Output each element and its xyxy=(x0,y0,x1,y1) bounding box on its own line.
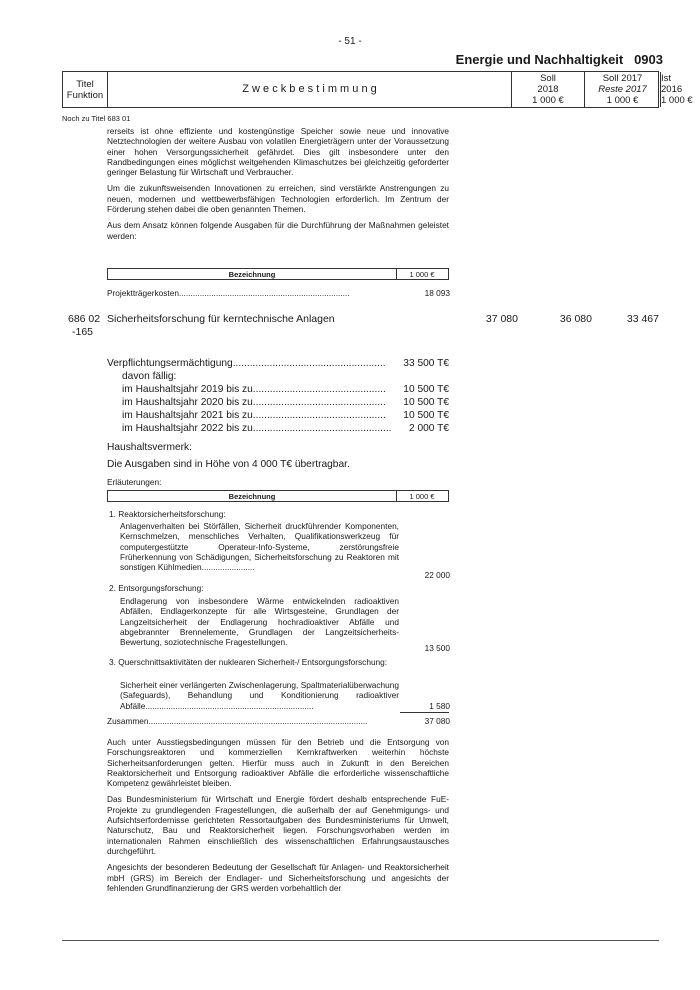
costs-col-unit: 1 000 € xyxy=(409,270,435,279)
erl-item-value: 22 000 xyxy=(424,570,450,580)
chapter-title: Energie und Nachhaltigkeit 0903 xyxy=(455,52,663,67)
closing-text xyxy=(107,737,449,899)
vermerk-text: Die Ausgaben sind in Höhe von 4 000 T€ übertragbar. xyxy=(107,459,350,470)
page-number: - 51 - xyxy=(338,36,362,47)
ve-year-label: im Haushaltsjahr 2019 bis zu............................................... xyxy=(122,384,386,395)
erl-item-title: 1. Reaktorsicherheitsforschung: xyxy=(109,509,226,519)
title-ist-2016: 33 467 xyxy=(626,313,659,325)
ve-year-value: 10 500 T€ xyxy=(403,410,449,421)
title-soll-2018: 37 080 xyxy=(485,313,518,325)
erl-total-label: Zusammen............................................................................................... xyxy=(107,716,368,726)
vermerk-heading: Haushaltsvermerk: xyxy=(107,442,192,453)
header-reste-2017-label: Reste 2017 xyxy=(598,84,647,95)
erl-total-value: 37 080 xyxy=(424,716,450,726)
costs-row-value: 18 093 xyxy=(424,288,450,298)
erl-col-unit: 1 000 € xyxy=(409,492,435,501)
erl-item-body: Anlagenverhalten bei Störfällen, Sicherheit druckführender Komponenten, Kernschmelzen, menschliches Verhalten, Qualifikationswerkzeug für computergestützte Operateur-Info-Systeme, zerstörungsfreie Früherkennung von Schädigungen, Sicherheitsforschung zu Reaktoren mit sonstigen Kühlmedien....................... xyxy=(120,521,399,573)
ve-year-value: 10 500 T€ xyxy=(403,384,449,395)
costs-table-header xyxy=(107,268,449,280)
header-titel-funktion: Titel Funktion xyxy=(63,72,108,107)
ve-label: Verpflichtungsermächtigung...................................................... xyxy=(107,358,386,369)
erl-item-value: 13 500 xyxy=(424,643,450,653)
ve-faellig: davon fällig: xyxy=(122,371,177,382)
ve-year-value: 2 000 T€ xyxy=(408,423,449,434)
footer-rule xyxy=(62,940,659,941)
erl-table-header xyxy=(107,490,449,502)
erl-item-body: Sicherheit einer verlängerten Zwischenlagerung, Spaltmaterialüberwachung (Safeguards), Behandlung und Konditionierung radioaktiver Abfälle......................................................................... xyxy=(120,680,399,711)
header-soll-2017-label: Soll 2017 xyxy=(602,73,643,84)
header-zweckbestimmung: Z w e c k b e s t i m m u n g xyxy=(108,72,512,107)
title-number: 686 02 xyxy=(68,313,101,325)
erl-col-bezeichnung: Bezeichnung xyxy=(108,491,397,501)
erl-item-body: Endlagerung von insbesondere Wärme entwickelnden radioaktiven Abfällen, Endlagerkonzepte für alle Wirtsgesteine, Grundlagen der Langzeitsicherheit der Endlagerung hochradioaktiver Abfälle und abgebrannter Brennelemente, Grundlagen der Langzeitsicherheits-Bewertung, soziotechnische Fragestellungen. xyxy=(120,596,399,648)
intro-paragraph: rerseits ist ohne effiziente und kostengünstige Speicher sowie neue und innovative Netztechnologien der weitere Ausbau von volatilen Energieträgern unter der Voraussetzung einer hohen Versorgungssicherheit gefährdet. Dies gilt insbesondere unter den Randbedingungen eines möglichst weitgehenden Klimaschutzes bei gleichzeitig geforderter geringer Belastung für Wirtschaft und Verbraucher. xyxy=(107,126,449,178)
header-soll-2018: Soll 2018 1 000 € xyxy=(512,72,585,107)
header-soll-2017-unit: 1 000 € xyxy=(606,95,639,106)
closing-paragraph: Angesichts der besonderen Bedeutung der Gesellschaft für Anlagen- und Reaktorsicherheit mbH (GRS) im Bereich der Endlager- und Sicherheitsforschung und angesichts der fehlenden Grundfinanzierung der GRS werden vorbehaltlich der xyxy=(107,862,449,893)
header-soll-2017 xyxy=(585,72,661,107)
erl-item-title: 3. Querschnittsaktivitäten der nuklearen Sicherheit-/ Entsorgungsforschung: xyxy=(109,657,388,667)
ve-year-label: im Haushaltsjahr 2022 bis zu................................................. xyxy=(122,423,392,434)
continuation-note: Noch zu Titel 683 01 xyxy=(62,114,131,123)
intro-paragraph: Aus dem Ansatz können folgende Ausgaben für die Durchführung der Maßnahmen geleistet werden: xyxy=(107,220,449,241)
column-header: Titel Funktion Z w e c k b e s t i m m u n g Soll 2018 1 000 € Soll 2017 Reste 2017 1 000 € Ist 2016 1 000 € xyxy=(62,71,659,108)
costs-col-bezeichnung: Bezeichnung xyxy=(108,269,397,279)
ve-year-value: 10 500 T€ xyxy=(403,397,449,408)
closing-paragraph: Auch unter Ausstiegsbedingungen müssen für den Betrieb und die Entsorgung von Forschungsreaktoren und kommerziellen Kernkraftwerken weiterhin höchste Sicherheitsanforderungen gelten. Hierfür muss auch in Zukunft in den Bereichen Reaktorsicherheit und Entsorgung radioaktiver Abfälle die erforderliche wissenschaftliche Kompetenz gewährleistet bleiben. xyxy=(107,737,449,789)
erl-item-value: 1 580 xyxy=(429,701,450,711)
intro-paragraph: Um die zukunftsweisenden Innovationen zu erreichen, sind verstärkte Anstrengungen zu neuen, modernen und wettbewerbsfähigen Technologien erforderlich. Im Zentrum der Förderung stehen dabei die oben genannten Themen. xyxy=(107,183,449,215)
erl-item-title: 2. Entsorgungsforschung: xyxy=(109,583,204,593)
erl-heading: Erläuterungen: xyxy=(107,477,162,487)
costs-row-label: Projektträgerkosten.......................................................................... xyxy=(107,288,350,298)
ve-year-label: im Haushaltsjahr 2020 bis zu............................................... xyxy=(122,397,386,408)
closing-paragraph: Das Bundesministerium für Wirtschaft und Energie fördert deshalb entsprechende FuE-Projekte zu grundlegenden Fragestellungen, die außerhalb der auf Genehmigungs- und Aufsichtserfordernisse gerichteten Ressortaufgaben des Bundesministeriums für Umwelt, Naturschutz, Bau und Reaktorsicherheit liegen. Forschungsvorhaben werden im internationalen Rahmen einschließlich des wissenschaftlichen Erfahrungsaustausches durchgeführt. xyxy=(107,794,449,856)
title-text: Sicherheitsforschung für kerntechnische Anlagen xyxy=(107,313,335,325)
sum-rule xyxy=(400,712,449,713)
ve-value: 33 500 T€ xyxy=(403,358,449,369)
intro-text xyxy=(107,126,449,247)
title-soll-2017: 36 080 xyxy=(559,313,592,325)
title-function: -165 xyxy=(72,326,94,338)
ve-year-label: im Haushaltsjahr 2021 bis zu............................................... xyxy=(122,410,386,421)
